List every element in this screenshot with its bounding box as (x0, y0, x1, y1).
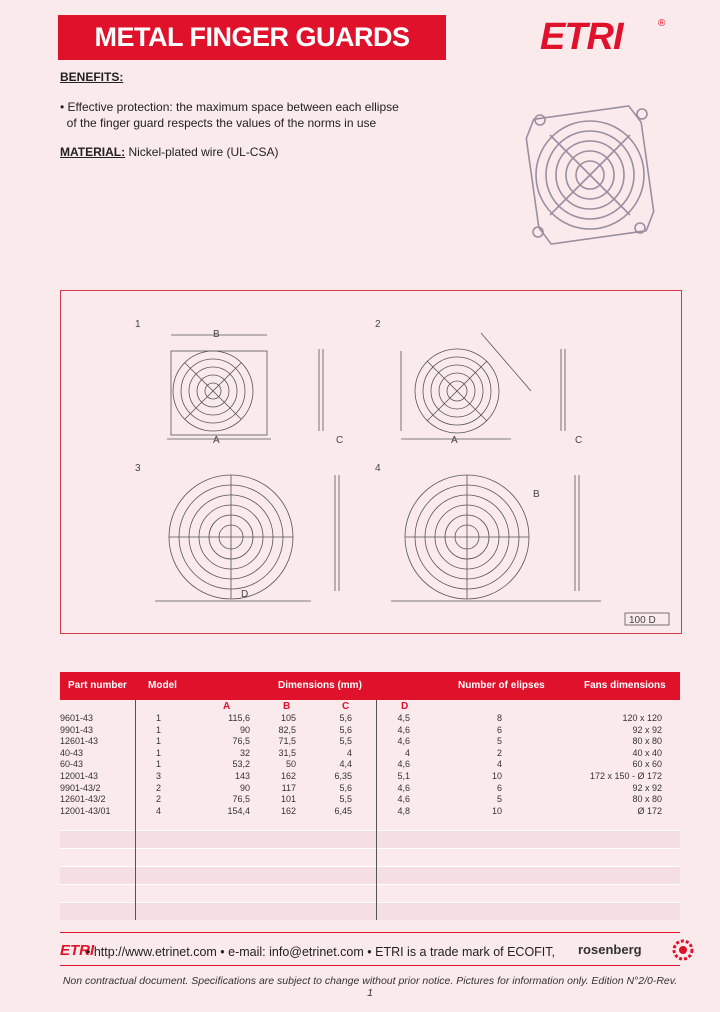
table-row (60, 771, 680, 783)
material-line (60, 144, 278, 160)
material-value: Nickel-plated wire (UL-CSA) (125, 145, 279, 159)
cell-fan: 120 x 120 (622, 713, 662, 723)
benefits-line-2: of the finger guard respects the values of the norms in use (60, 116, 377, 130)
material-label: MATERIAL: (60, 145, 126, 159)
cell-n: 10 (491, 770, 502, 781)
cell-a: 90 (239, 782, 250, 793)
cell-fan: 40 x 40 (632, 747, 662, 758)
cell-c: 5,6 (339, 713, 352, 723)
table-empty-rows (60, 830, 680, 920)
dim-c-1: C (336, 435, 344, 446)
technical-drawing (60, 290, 682, 634)
cell-n: 2 (496, 747, 502, 758)
cell-d: 4,6 (397, 724, 410, 735)
cell-d: 4,5 (397, 713, 410, 723)
cell-b: 162 (280, 770, 296, 781)
table-row (60, 783, 680, 795)
registered-mark: ® (658, 18, 666, 29)
rosenberg-brand: rosenberg (578, 942, 642, 957)
model-3-label: 3 (135, 463, 141, 474)
footer-rule-2 (60, 965, 680, 966)
footer-logo: ETRI (60, 942, 95, 959)
cell-c: 6,35 (334, 770, 352, 781)
cell-b: 82,5 (278, 724, 296, 735)
cell-model: 3 (156, 770, 162, 781)
cell-d: 4,6 (397, 736, 410, 747)
cell-part: 9901-43 (60, 724, 94, 735)
model-1-label: 1 (135, 319, 141, 330)
table-header (60, 672, 680, 700)
footer-rule (60, 932, 680, 933)
cell-n: 6 (496, 782, 502, 793)
disclaimer: Non contractual document. Specifications are subject to change without prior notice. Pictures for information only. Edition N°2/0-Rev. 1 (62, 975, 678, 999)
etri-logo (540, 16, 665, 62)
model-2-label: 2 (375, 319, 381, 330)
model-4-label: 4 (375, 463, 381, 474)
cell-part: 12001-43/01 (60, 805, 111, 816)
cell-part: 60-43 (60, 759, 84, 770)
cell-n: 5 (496, 794, 502, 805)
cell-model: 1 (156, 736, 162, 747)
cell-fan: 172 x 150 - Ø 172 (589, 770, 662, 781)
cell-a: 90 (239, 724, 250, 735)
cell-a: 32 (239, 747, 250, 758)
cell-c: 5,6 (339, 724, 352, 735)
cell-a: 76,5 (232, 736, 250, 747)
cell-b: 162 (280, 805, 296, 816)
drawing-svg (61, 291, 681, 633)
table-divider (135, 700, 136, 920)
cell-model: 4 (156, 805, 162, 816)
cell-n: 5 (496, 736, 502, 747)
dim-a-1: A (213, 435, 220, 446)
cell-model: 1 (156, 759, 162, 770)
finger-guard-photo (520, 100, 660, 250)
cell-n: 10 (491, 805, 502, 816)
page-title: METAL FINGER GUARDS (58, 15, 446, 60)
cell-n: 6 (496, 724, 502, 735)
cell-c: 5,5 (339, 736, 352, 747)
table-row (60, 806, 680, 818)
cell-fan: 80 x 80 (632, 794, 662, 805)
drawing-ref: 100 D (629, 615, 656, 626)
cell-d: 4,6 (397, 759, 410, 770)
cell-model: 1 (156, 724, 162, 735)
cell-part: 12001-43 (60, 770, 99, 781)
cell-part: 9901-43/2 (60, 782, 101, 793)
sub-b: B (283, 701, 291, 712)
col-part-number: Part number (68, 680, 127, 691)
cell-b: 71,5 (278, 736, 296, 747)
cell-n: 8 (496, 713, 502, 723)
table-row (60, 759, 680, 771)
col-model: Model (148, 680, 177, 691)
logo-text: ETRI (540, 16, 623, 58)
cell-b: 105 (280, 713, 296, 723)
sub-d: D (401, 701, 409, 712)
dim-d-3: D (241, 589, 249, 600)
cell-n: 4 (496, 759, 502, 770)
cell-part: 9601-43 (60, 713, 94, 723)
dim-b-4: B (533, 489, 540, 500)
table-body (60, 713, 680, 817)
cell-c: 4 (346, 747, 352, 758)
cell-d: 4 (404, 747, 410, 758)
cell-part: 12601-43/2 (60, 794, 106, 805)
table-row (60, 736, 680, 748)
cell-fan: 92 x 92 (632, 724, 662, 735)
cell-model: 2 (156, 782, 162, 793)
dim-b-1: B (213, 329, 220, 340)
cell-part: 40-43 (60, 747, 84, 758)
cell-d: 4,8 (397, 805, 410, 816)
cell-b: 50 (285, 759, 296, 770)
benefits-line-1: • Effective protection: the maximum space between each ellipse (60, 100, 399, 114)
cell-part: 12601-43 (60, 736, 99, 747)
table-row (60, 713, 680, 725)
cell-d: 4,6 (397, 794, 410, 805)
cell-model: 1 (156, 713, 162, 723)
table-divider (376, 700, 377, 920)
cell-c: 5,6 (339, 782, 352, 793)
cell-a: 143 (234, 770, 250, 781)
cell-model: 1 (156, 747, 162, 758)
cell-a: 115,6 (228, 713, 250, 723)
sub-a: A (223, 701, 231, 712)
cell-fan: Ø 172 (637, 805, 662, 816)
rosenberg-logo-icon (672, 939, 694, 961)
cell-model: 2 (156, 794, 162, 805)
table-row (60, 794, 680, 806)
col-ellipses: Number of elipses (458, 680, 545, 691)
col-fans: Fans dimensions (584, 680, 666, 691)
dim-a-2: A (451, 435, 458, 446)
cell-a: 53,2 (232, 759, 250, 770)
cell-a: 76,5 (232, 794, 250, 805)
cell-c: 6,45 (334, 805, 352, 816)
cell-b: 101 (280, 794, 296, 805)
table-row (60, 748, 680, 760)
cell-c: 5,5 (339, 794, 352, 805)
col-dimensions: Dimensions (mm) (278, 680, 362, 691)
dim-c-2: C (575, 435, 583, 446)
cell-fan: 92 x 92 (632, 782, 662, 793)
cell-b: 117 (281, 782, 296, 793)
cell-fan: 60 x 60 (632, 759, 662, 770)
cell-a: 154,4 (227, 805, 250, 816)
benefits-label: BENEFITS: (60, 70, 124, 84)
cell-d: 4,6 (397, 782, 410, 793)
cell-c: 4,4 (339, 759, 352, 770)
cell-b: 31,5 (278, 747, 296, 758)
footer-text: • http://www.etrinet.com • e-mail: info@etrinet.com • ETRI is a trade mark of ECOFIT, (86, 945, 556, 959)
table-row (60, 725, 680, 737)
cell-d: 5,1 (397, 770, 410, 781)
sub-c: C (342, 701, 350, 712)
cell-fan: 80 x 80 (632, 736, 662, 747)
